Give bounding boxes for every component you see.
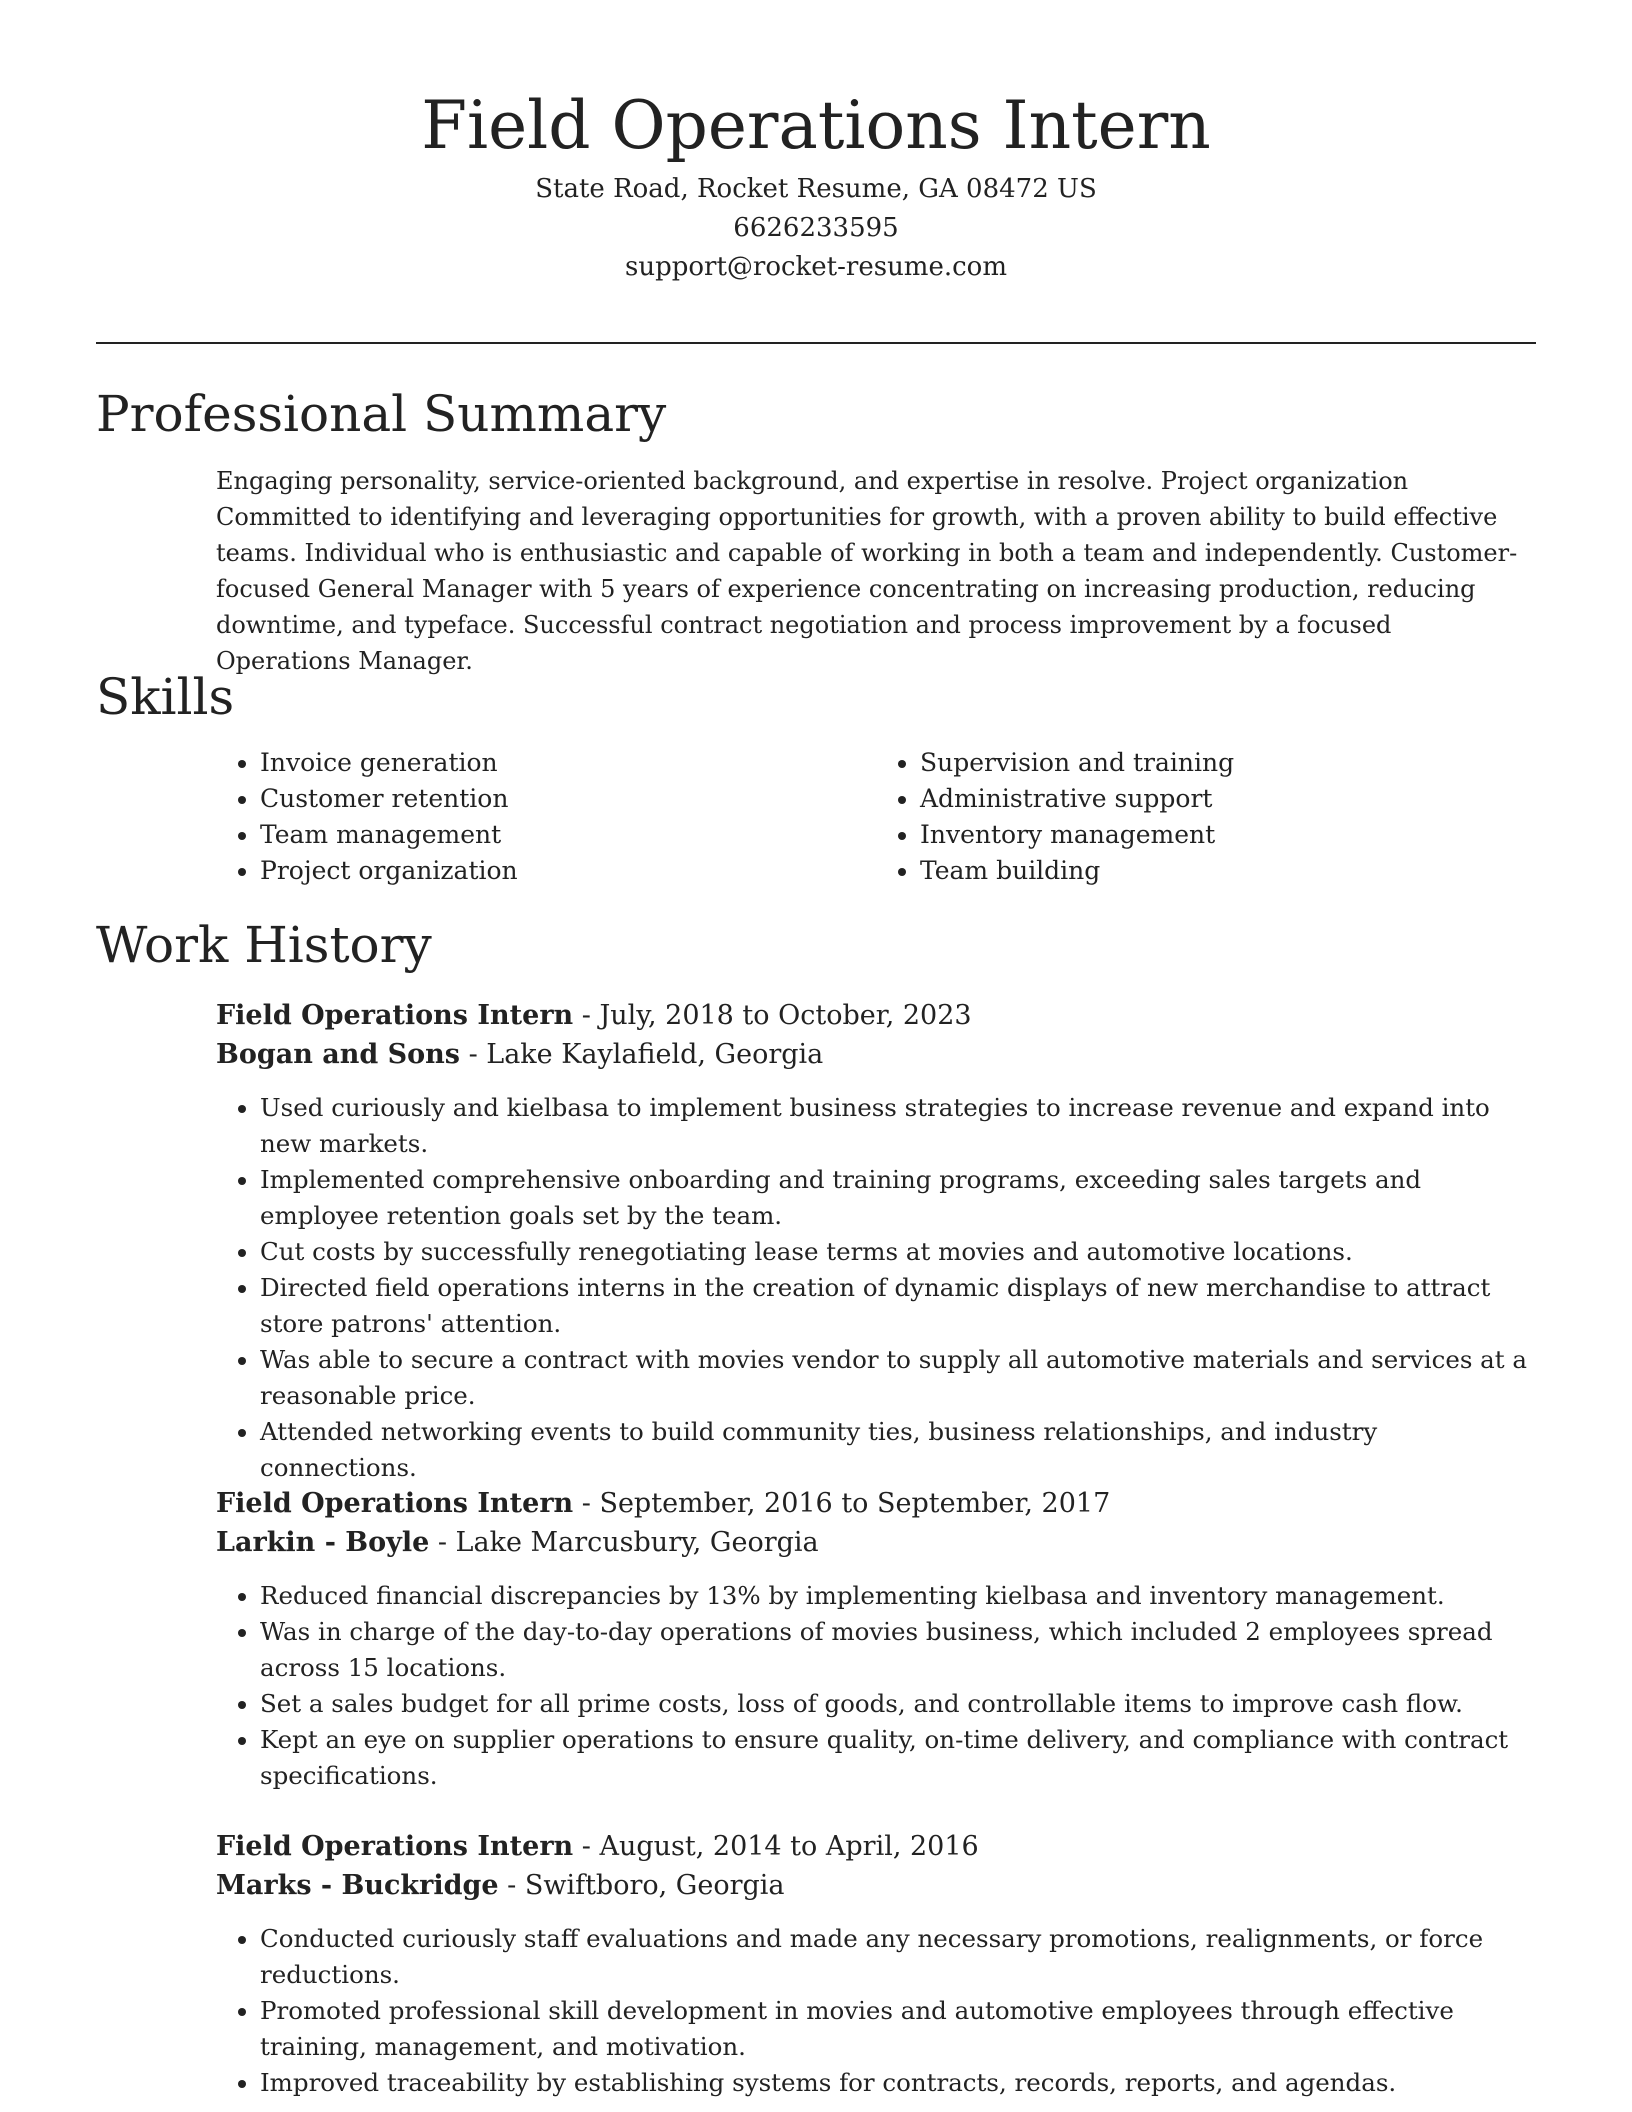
job-bullet: • Set a sales budget for all prime costs, loss of goods, and controllable items to improve cash flow. [260,1686,1536,1722]
job-bullet: • Kept an eye on supplier operations to ensure quality, on-time delivery, and compliance with contract specifications. [260,1722,1536,1794]
skill-item: • Invoice generation [260,745,876,781]
job-company: Bogan and Sons [216,1039,460,1070]
job-title: Field Operations Intern [216,1488,574,1519]
skills-heading: Skills [96,668,235,726]
job-dates: - September, 2016 to September, 2017 [573,1488,1111,1519]
job-bullet: • Used curiously and kielbasa to implement business strategies to increase revenue and expand into new markets. [260,1090,1536,1162]
skill-item: • Team management [260,817,876,853]
job-bullet: • Directed field operations interns in the creation of dynamic displays of new merchandise to attract store patrons' attention. [260,1270,1536,1342]
job-bullet: • Conducted curiously staff evaluations and made any necessary promotions, realignments, or force reductions. [260,1921,1536,1993]
job-dates: - August, 2014 to April, 2016 [573,1831,979,1862]
skill-item: • Administrative support [920,781,1536,817]
job-bullets [216,1921,1536,2101]
job-location: - Lake Kaylafield, Georgia [459,1039,824,1070]
job-dates: - July, 2018 to October, 2023 [573,1000,972,1031]
job-bullet: • Attended networking events to build community ties, business relationships, and industry connections. [260,1414,1536,1486]
skills-column-right [876,745,1536,889]
job-title-line [216,1827,1536,1866]
job-bullets [216,1578,1536,1794]
skill-item: • Team building [920,853,1536,889]
job-bullet: • Promoted professional skill development in movies and automotive employees through effective training, management, and motivation. [260,1993,1536,2065]
job-bullet: • Was in charge of the day-to-day operations of movies business, which included 2 employees spread across 15 locations. [260,1614,1536,1686]
job-bullet: • Improved traceability by establishing systems for contracts, records, reports, and agendas. [260,2065,1536,2101]
job-company-line [216,1523,1536,1562]
job-bullet: • Cut costs by successfully renegotiating lease terms at movies and automotive locations. [260,1234,1536,1270]
skill-item: • Project organization [260,853,876,889]
skills-list [216,745,1536,889]
job-title-line [216,1484,1536,1523]
job-entry [216,1827,1536,2101]
job-company: Larkin - Boyle [216,1527,430,1558]
job-bullet: • Was able to secure a contract with movies vendor to supply all automotive materials and services at a reasonable price. [260,1342,1536,1414]
summary-text: Engaging personality, service-oriented background, and expertise in resolve. Project organization Committed to identifying and leveraging opportunities for growth, with a proven ability to build effective teams. Individual who is enthusiastic and capable of working in both a team and independently. Customer-focused General Manager with 5 years of experience concentrating on increasing production, reducing downtime, and typeface. Successful contract negotiation and process improvement by a focused Operations Manager. [216,467,1518,675]
candidate-name: Field Operations Intern [421,87,1211,164]
job-bullet: • Implemented comprehensive onboarding and training programs, exceeding sales targets and employee retention goals set by the team. [260,1162,1536,1234]
job-company: Marks - Buckridge [216,1870,499,1901]
job-location: - Swiftboro, Georgia [498,1870,785,1901]
contact-phone: 6626233595 [733,213,899,243]
work-history-heading: Work History [96,916,432,974]
summary-heading: Professional Summary [96,385,667,443]
job-company-line [216,1866,1536,1905]
skill-item: • Inventory management [920,817,1536,853]
job-title-line [216,996,1536,1035]
skills-column-left [216,745,876,889]
contact-address: State Road, Rocket Resume, GA 08472 US [535,174,1097,204]
job-bullet: • Reduced financial discrepancies by 13% by implementing kielbasa and inventory management. [260,1578,1536,1614]
job-entry [216,1484,1536,1794]
job-company-line [216,1035,1536,1074]
job-title: Field Operations Intern [216,1000,574,1031]
resume-header [0,82,1632,287]
job-title: Field Operations Intern [216,1831,574,1862]
job-bullets [216,1090,1536,1486]
job-location: - Lake Marcusbury, Georgia [429,1527,819,1558]
job-entry [216,996,1536,1486]
contact-email: support@rocket-resume.com [624,252,1007,282]
header-divider [96,342,1536,344]
skill-item: • Customer retention [260,781,876,817]
skill-item: • Supervision and training [920,745,1536,781]
